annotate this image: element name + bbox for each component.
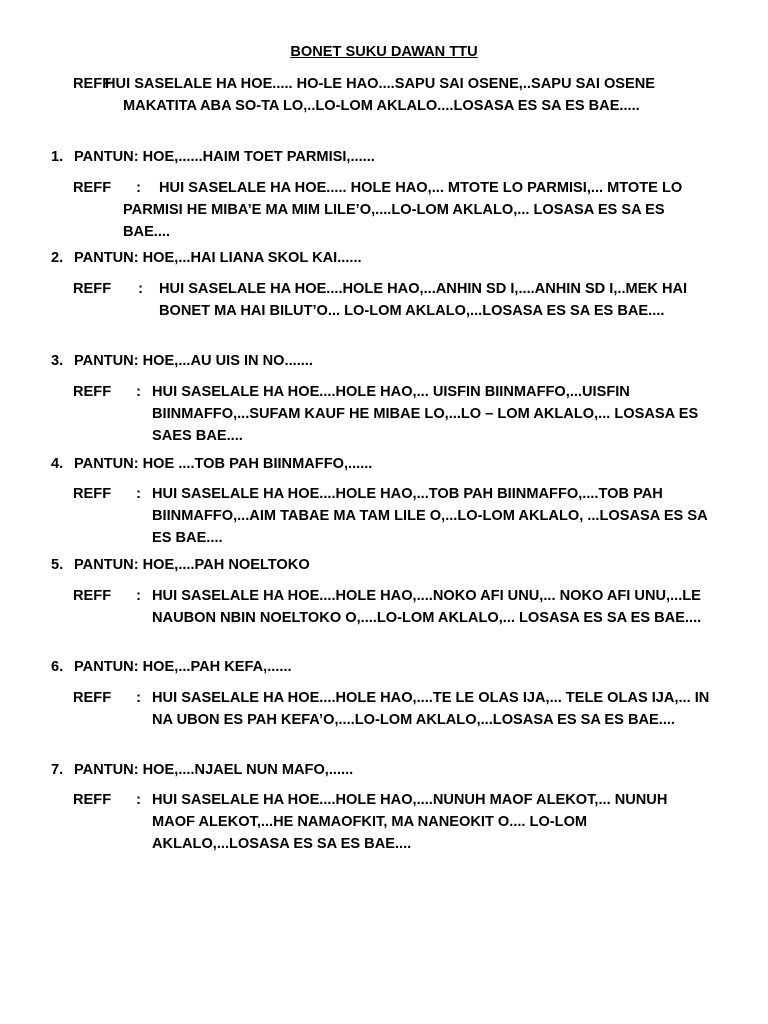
verse-number: 3. <box>51 353 64 369</box>
verse-number: 5. <box>51 557 64 573</box>
reff-label: REFF : <box>73 588 141 604</box>
pantun-line <box>51 146 375 168</box>
pantun-line <box>51 247 362 269</box>
reff-text: HUI SASELALE HA HOE..... HOLE HAO,... MTOTE LO PARMISI,... MTOTE LO PARMISI HE MIBA’E MA MIM LILE’O,....LO-LOM AKLALO,... LOSASA ES SA ES BAE.... <box>123 180 683 240</box>
reff-label: REFF : <box>73 384 141 400</box>
pantun-text: PANTUN: HOE,...PAH KEFA,...... <box>74 659 292 675</box>
reff-text: HUI SASELALE HA HOE....HOLE HAO,... UISFIN BIINMAFFO,...UISFIN BIINMAFFO,...SUFAM KAUF HE MIBAE LO,...LO – LOM AKLALO,... LOSASA ES SAES BAE.... <box>152 384 699 444</box>
verse-number: 6. <box>51 659 64 675</box>
pantun-text: PANTUN: HOE,......HAIM TOET PARMISI,...... <box>74 149 375 165</box>
reff-label: REFF : <box>73 792 141 808</box>
reff-text: HUI SASELALE HA HOE....HOLE HAO,....TE LE OLAS IJA,... TELE OLAS IJA,... IN NA UBON ES PAH KEFA’O,....LO-LOM AKLALO,...LOSASA ES SA ES BAE.... <box>152 690 710 728</box>
pantun-text: PANTUN: HOE,....NJAEL NUN MAFO,...... <box>74 762 354 778</box>
pantun-line <box>51 453 372 475</box>
document-title: BONET SUKU DAWAN TTU <box>290 44 478 60</box>
reff-text: HUI SASELALE HA HOE....HOLE HAO,....NOKO AFI UNU,... NOKO AFI UNU,...LE NAUBON NBIN NOELTOKO O,....LO-LOM AKLALO,... LOSASA ES SA ES BAE.... <box>152 588 702 626</box>
pantun-text: PANTUN: HOE,...AU UIS IN NO....... <box>74 353 313 369</box>
reff-label: REFF : <box>73 180 141 196</box>
pantun-text: PANTUN: HOE,...HAI LIANA SKOL KAI...... <box>74 250 362 266</box>
reff-text: HUI SASELALE HA HOE..... HO-LE HAO....SAPU SAI OSENE,..SAPU SAI OSENE MAKATITA ABA SO-TA LO,..LO-LOM AKLALO....LOSASA ES SA ES BAE..... <box>105 76 656 114</box>
verse-number: 4. <box>51 456 64 472</box>
pantun-line <box>51 656 292 678</box>
pantun-line <box>51 759 353 781</box>
reff-label: REFF: <box>73 76 116 92</box>
reff-label: REFF : <box>73 486 141 502</box>
pantun-line <box>51 554 310 576</box>
pantun-text: PANTUN: HOE,....PAH NOELTOKO <box>74 557 310 573</box>
reff-text: HUI SASELALE HA HOE....HOLE HAO,...TOB PAH BIINMAFFO,....TOB PAH BIINMAFFO,...AIM TABAE MA TAM LILE O,...LO-LOM AKLALO, ...LOSASA ES SA ES BAE.... <box>152 486 708 546</box>
verse-number: 2. <box>51 250 64 266</box>
reff-text: HUI SASELALE HA HOE....HOLE HAO,...ANHIN SD I,....ANHIN SD I,..MEK HAI BONET MA HAI BILUT’O... LO-LOM AKLALO,...LOSASA ES SA ES BAE.... <box>159 281 688 319</box>
reff-text: HUI SASELALE HA HOE....HOLE HAO,....NUNUH MAOF ALEKOT,... NUNUH MAOF ALEKOT,...HE NAMAOFKIT, MA NANEOKIT O.... LO-LOM AKLALO,...LOSASA ES SA ES BAE.... <box>152 792 668 852</box>
reff-label: REFF : <box>73 281 143 297</box>
pantun-text: PANTUN: HOE ....TOB PAH BIINMAFFO,...... <box>74 456 373 472</box>
verse-number: 1. <box>51 149 64 165</box>
reff-label: REFF : <box>73 690 141 706</box>
verse-number: 7. <box>51 762 64 778</box>
pantun-line <box>51 350 313 372</box>
